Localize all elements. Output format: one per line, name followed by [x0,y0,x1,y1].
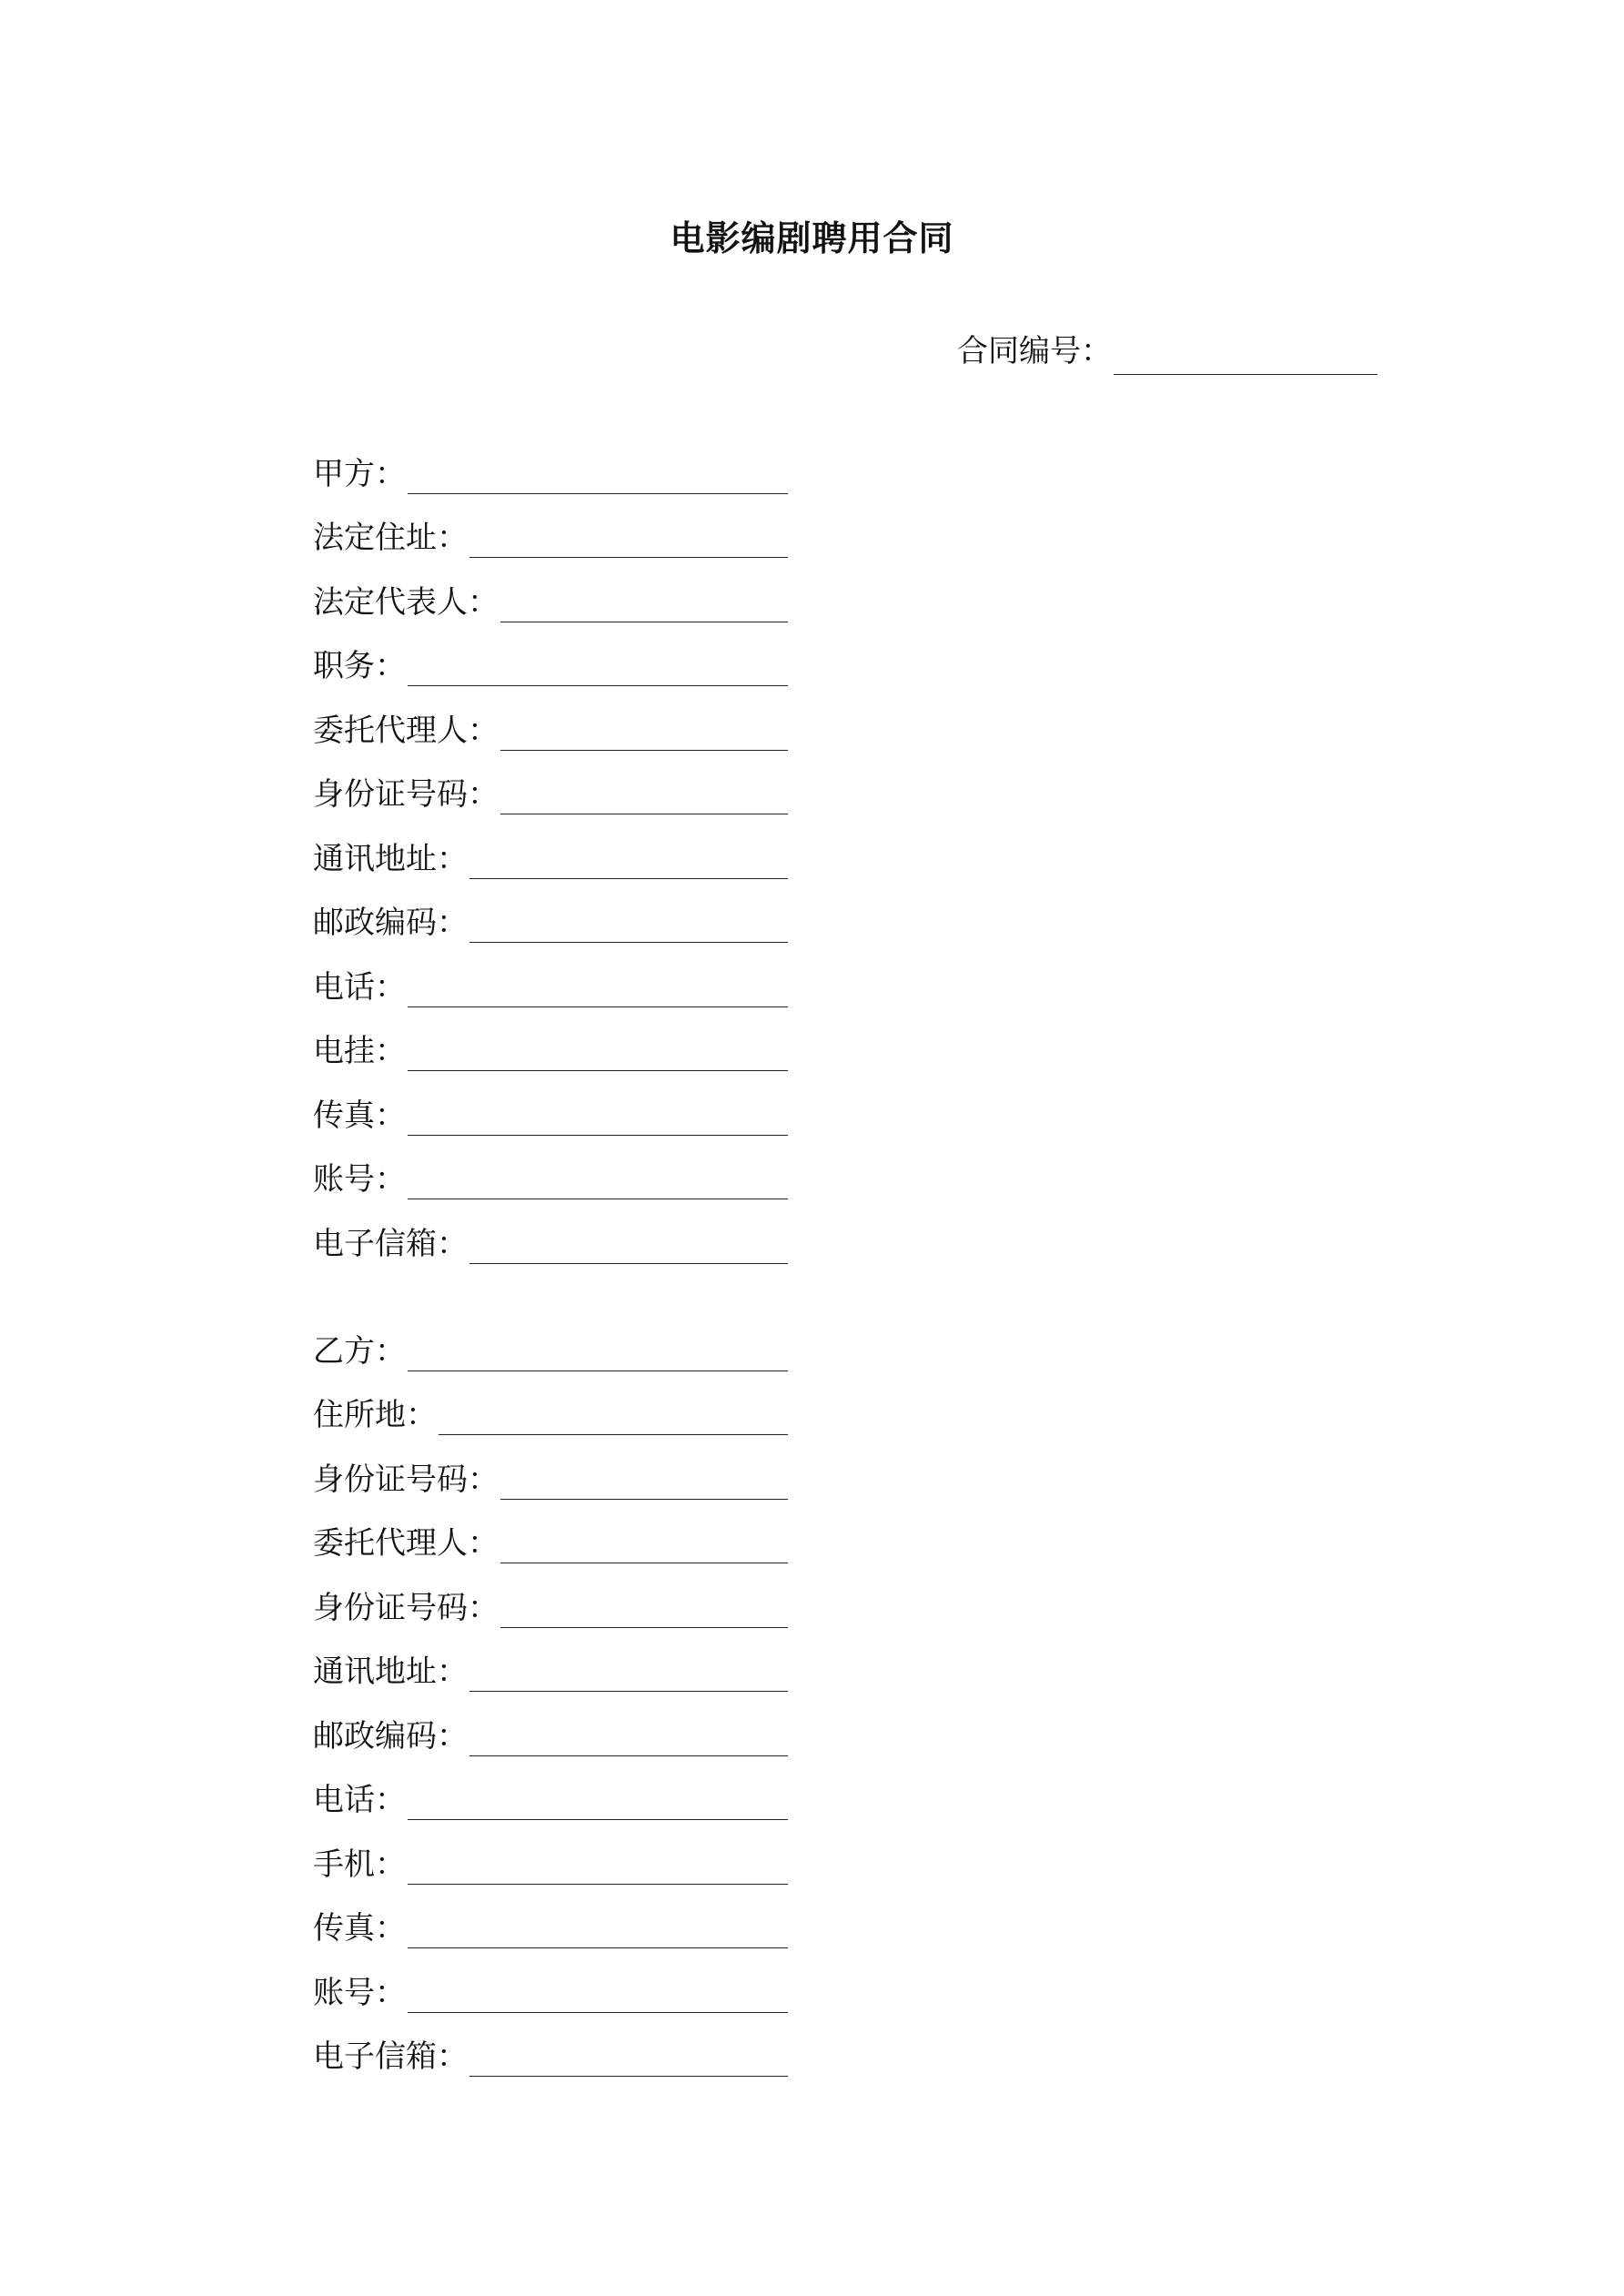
party-a-field-row [313,561,788,626]
party-b-field-row [313,1375,788,1440]
field-blank[interactable] [500,1466,788,1500]
field-blank[interactable] [408,1979,788,2013]
field-blank[interactable] [408,1786,788,1820]
field-blank[interactable] [469,845,788,879]
field-label: 传真： [313,1097,406,1134]
field-label: 账号： [313,1974,406,2011]
party-b-field-row [313,1439,788,1503]
party-b-field-row [313,1567,788,1632]
party-a-section [313,433,788,1268]
document-title: 电影编剧聘用合同 [670,217,954,258]
field-blank[interactable] [469,1723,788,1756]
field-blank[interactable] [469,2043,788,2077]
party-b-field-row [313,1824,788,1888]
field-label: 邮政编码： [313,1717,468,1755]
field-label: 电话： [313,1782,406,1818]
contract-number-field [957,328,1377,375]
field-label: 邮政编码： [313,905,468,941]
field-blank[interactable] [408,1851,788,1885]
contract-number-label: 合同编号： [957,333,1112,369]
party-a-field-row [313,690,788,754]
party-a-field-row [313,1011,788,1076]
field-label: 账号： [313,1161,406,1198]
field-blank[interactable] [500,589,788,622]
party-a-field-row [313,1075,788,1139]
party-a-field-row [313,1139,788,1204]
field-blank[interactable] [469,909,788,943]
field-label: 法定代表人： [313,583,499,621]
field-label: 身份证号码： [313,1589,499,1626]
field-blank[interactable] [408,1166,788,1199]
party-b-field-row [313,1632,788,1696]
party-a-field-row [313,818,788,883]
field-blank[interactable] [408,974,788,1007]
field-blank[interactable] [469,524,788,558]
party-b-field-row [313,1760,788,1825]
party-b-field-row [313,1952,788,2017]
party-a-field-row [313,433,788,498]
field-label: 法定住址： [313,520,468,556]
field-blank[interactable] [408,1338,788,1371]
field-label: 电挂： [313,1033,406,1069]
field-label: 电子信箱： [313,1225,468,1262]
field-blank[interactable] [408,1037,788,1071]
field-label: 乙方： [313,1332,406,1370]
field-blank[interactable] [500,1530,788,1563]
field-blank[interactable] [469,1230,788,1264]
field-blank[interactable] [408,460,788,494]
field-blank[interactable] [500,781,788,814]
contract-number-blank[interactable] [1114,341,1377,375]
field-label: 手机： [313,1846,406,1883]
party-a-field-row [313,1203,788,1268]
party-b-field-row [313,2017,788,2081]
field-blank[interactable] [500,717,788,751]
field-blank[interactable] [408,1915,788,1948]
field-label: 传真： [313,1910,406,1947]
field-label: 身份证号码： [313,1461,499,1498]
field-label: 通讯地址： [313,840,468,877]
field-blank[interactable] [439,1401,788,1435]
party-a-field-row [313,946,788,1011]
party-b-field-row [313,1310,788,1375]
party-a-field-row [313,754,788,819]
party-a-field-row [313,626,788,691]
field-label: 身份证号码： [313,776,499,813]
field-blank[interactable] [408,652,788,686]
field-blank[interactable] [469,1658,788,1692]
party-b-field-row [313,1695,788,1760]
field-blank[interactable] [500,1594,788,1628]
field-blank[interactable] [408,1102,788,1136]
party-a-field-row [313,883,788,947]
field-label: 住所地： [313,1397,437,1433]
field-label: 甲方： [313,455,406,492]
field-label: 职务： [313,648,406,684]
field-label: 电话： [313,968,406,1006]
party-b-field-row [313,1503,788,1568]
field-label: 委托代理人： [313,1525,499,1562]
party-a-field-row [313,498,788,562]
party-b-section [313,1310,788,2080]
field-label: 电子信箱： [313,2038,468,2075]
field-label: 通讯地址： [313,1654,468,1690]
field-label: 委托代理人： [313,712,499,749]
party-b-field-row [313,1888,788,1953]
